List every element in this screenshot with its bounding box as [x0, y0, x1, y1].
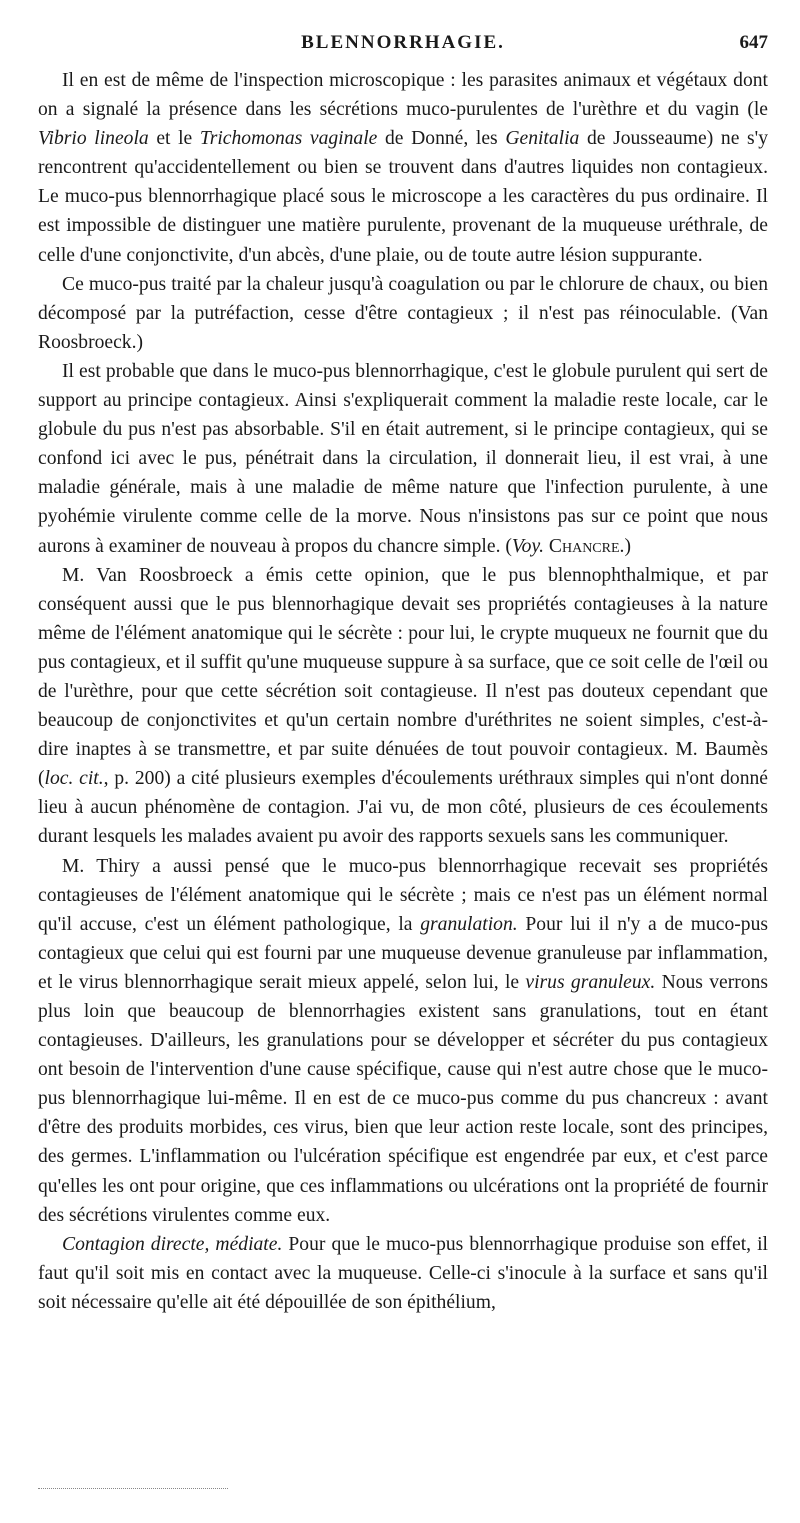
page-number: 647: [739, 32, 768, 53]
italic-text: Contagion directe, médiate.: [62, 1233, 283, 1255]
paragraph: [38, 66, 768, 270]
text-run: M. Van Roosbroeck a émis cette opinion, que le pus blennophthalmique, et par conséquent aussi que le pus blennorhagique devait ses propriétés contagieuses à la nature même de l'élément anatomique qui le sécrète : pour lui, le crypte muqueux ne fournit que du pus contagieux, et il suffit qu'une muqueuse suppure à sa surface, que ce soit celle de l'œil ou de l'urèthre, pour que cette sécrétion soit contagieuse. Il n'est pas douteux cependant que beaucoup de conjonctivites et qu'un certain nombre d'uréthrites ne soient simples, c'est-à-dire inaptes à se transmettre, et par suite dénuées de tout pouvoir contagieux. M. Baumès (: [38, 564, 768, 790]
text-run: de Jousseaume) ne s'y rencontrent qu'accidentellement ou bien se trouvent dans d'autres liquides non contagieux. Le muco-pus blennorrhagique placé sous le microscope a les caractères du pus ordinaire. Il est impossible de distinguer une matière purulente, provenant de la muqueuse uréthrale, de celle d'une conjonctivite, d'un abcès, d'une plaie, ou de toute autre lésion suppurante.: [38, 128, 768, 266]
running-title: BLENNORRHAGIE.: [301, 32, 505, 53]
paragraph: [38, 561, 768, 852]
text-run: Il est probable que dans le muco-pus blennorrhagique, c'est le globule purulent qui sert de support au principe contagieux. Ainsi s'expliquerait comment la maladie reste locale, car le globule du pus n'est pas absorbable. S'il en était autrement, si le principe contagieux, qui se confond ici avec le pus, pénétrait dans la circulation, il donnerait lieu, il est vrai, à une maladie générale, mais à une maladie de même nature que l'infection purulente, à une pyohémie virulente comme celle de la morve. Nous n'insistons pas sur ce point que nous aurons à examiner de nouveau à propos du chancre simple. (: [38, 360, 768, 557]
paragraph: [38, 270, 768, 357]
italic-text: Voy.: [511, 535, 544, 557]
italic-text: loc. cit.: [44, 768, 104, 790]
text-run: M. Thiry a aussi pensé que le muco-pus blennorrhagique recevait ses propriétés contagieuses de l'élément anatomique qui le sécrète ; mais ce n'est pas un élément normal qu'il accuse, c'est un élément pathologique, la: [38, 855, 768, 935]
text-run: .): [619, 535, 631, 557]
italic-text: Vibrio lineola: [38, 128, 149, 150]
italic-text: Trichomonas vaginale: [199, 128, 378, 150]
text-run: , p. 200) a cité plusieurs exemples d'écoulements uréthraux simples qui n'ont donné lieu à aucun phénomène de contagion. J'ai vu, de mon côté, plusieurs de ces écoulements durant lesquels les malades avaient pu avoir des rapports sexuels sans les communiquer.: [38, 768, 768, 848]
italic-text: granulation.: [420, 913, 518, 935]
running-header: [38, 24, 768, 53]
text-run: Il en est de même de l'inspection microscopique : les parasites animaux et végétaux dont on a signalé la présence dans les sécrétions muco-purulentes de l'urèthre et du vagin (le: [38, 70, 768, 121]
italic-text: Genitalia: [505, 128, 580, 150]
text-run: de Donné, les: [377, 128, 506, 150]
text-run: Pour lui il n'y a de muco-pus contagieux que celui qui est fourni par une muqueuse devenue granuleuse par inflammation, et le virus blennorrhagique serait mieux appelé, selon lui, le: [38, 913, 768, 993]
footer-rule: [38, 1488, 228, 1489]
paragraph: [38, 1230, 768, 1317]
text-run: Ce muco-pus traité par la chaleur jusqu'à coagulation ou par le chlorure de chaux, ou bien décomposé par la putréfaction, cesse d'être contagieux ; il n'est pas réinoculable. (Van Roosbroeck.): [38, 273, 768, 353]
text-run: Pour que le muco-pus blennorrhagique produise son effet, il faut qu'il soit mis en contact avec la muqueuse. Celle-ci s'inocule à la surface et sans qu'il soit nécessaire qu'elle ait été dépouillée de son épithélium,: [38, 1233, 768, 1313]
italic-text: virus granuleux.: [525, 971, 656, 993]
text-run: Nous verrons plus loin que beaucoup de blennorrhagies existent sans granulations, tout en étant contagieuses. D'ailleurs, les granulations pour se développer et sécréter du pus contagieux ont besoin de l'intervention d'une cause spécifique, cause qui n'est autre chose que le muco-pus blennorrhagique lui-même. Il en est de ce muco-pus comme du pus chancreux : avant d'être des produits morbides, ces virus, bien que leur action reste locale, sont des principes, des germes. L'inflammation ou l'ulcération spécifique est engendrée par eux, et c'est parce qu'elles les ont pour origine, que ces inflammations ou ulcérations ont la propriété de fournir des sécrétions virulentes comme eux.: [38, 971, 769, 1226]
body-text: [38, 66, 768, 1317]
paragraph: [38, 357, 768, 561]
paragraph: [38, 852, 768, 1230]
small-caps-text: Chancre: [548, 535, 620, 557]
text-run: et le: [148, 128, 200, 150]
